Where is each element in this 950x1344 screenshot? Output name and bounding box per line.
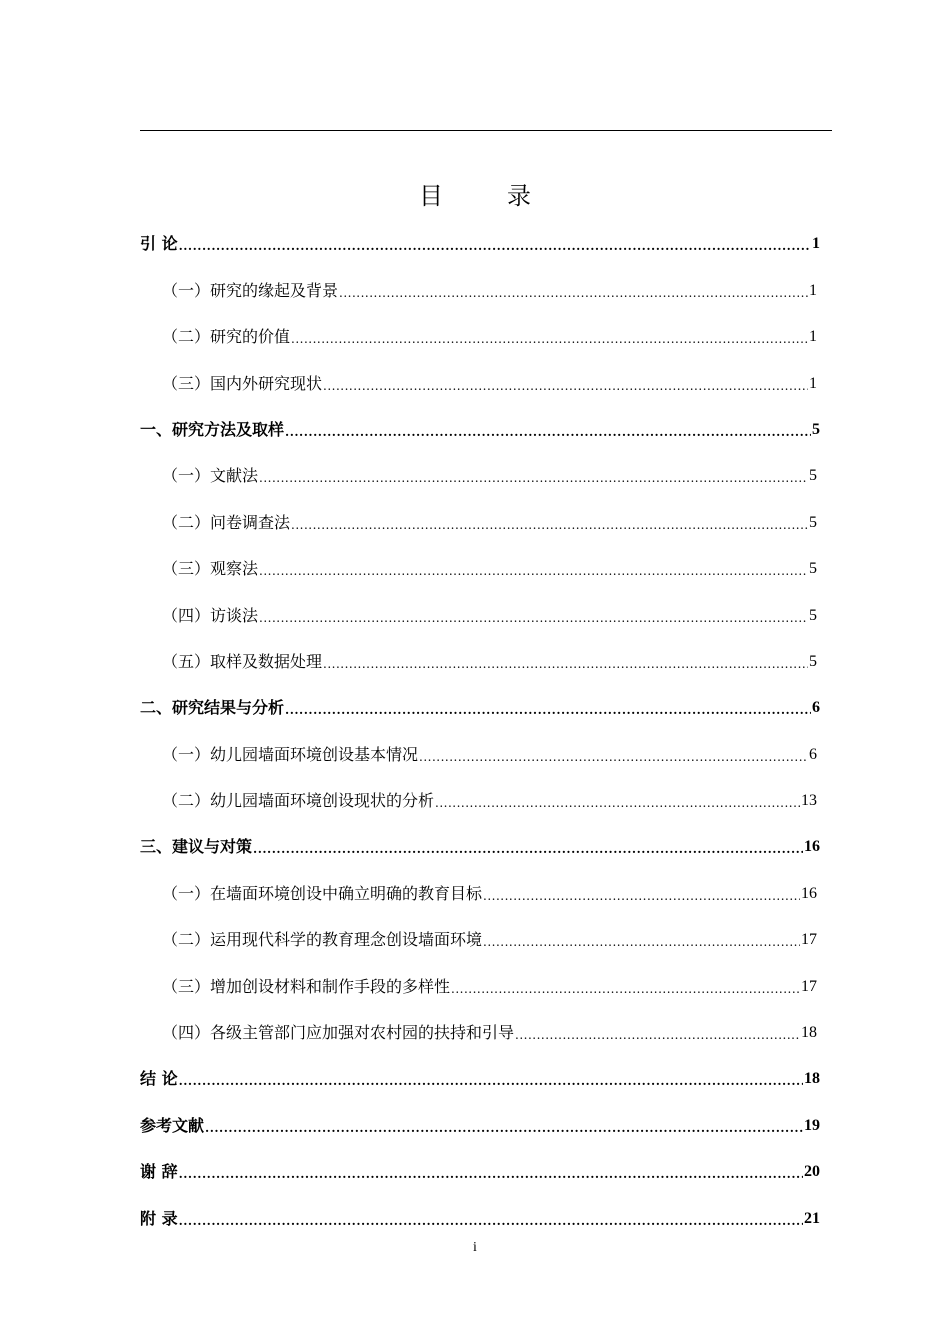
toc-entry-label: 一、研究方法及取样 [140,419,285,439]
toc-entry-section[interactable] [140,545,820,591]
toc-entry-label: （一）文献法 [162,466,259,486]
toc-dot-leader [435,796,800,810]
toc-entry-section[interactable] [140,266,820,312]
toc-dot-leader [179,1167,803,1181]
toc-entry-label: （二）问卷调查法 [162,512,291,532]
toc-entry-chapter[interactable] [140,684,820,730]
toc-entry-label: （二）研究的价值 [162,327,291,347]
toc-entry-page-number: 1 [812,235,820,253]
toc-entry-page-number: 18 [804,1070,820,1088]
toc-entry-chapter[interactable] [140,1194,820,1240]
toc-entry-section[interactable] [140,962,820,1008]
toc-dot-leader [339,286,808,300]
page-title: 目 录 [419,182,551,210]
toc-dot-leader [205,1121,803,1135]
toc-dot-leader [419,750,808,764]
toc-entry-label: 引 论 [140,234,178,254]
toc-entry-section[interactable] [140,777,820,823]
toc-dot-leader [323,657,808,671]
toc-entry-label: 参考文献 [140,1115,205,1135]
footer-page-number: i [473,1240,477,1255]
toc-entry-section[interactable] [140,452,820,498]
toc-dot-leader [253,842,803,856]
toc-entry-section[interactable] [140,591,820,637]
toc-entry-label: （三）增加创设材料和制作手段的多样性 [162,976,451,996]
toc-entry-section[interactable] [140,730,820,776]
toc-entry-page-number: 1 [809,281,817,299]
toc-entry-label: （一）幼儿园墙面环境创设基本情况 [162,744,419,764]
toc-dot-leader [179,1074,803,1088]
toc-dot-leader [259,564,808,578]
toc-entry-page-number: 16 [801,884,817,902]
toc-dot-leader [285,425,811,439]
toc-entry-page-number: 1 [809,374,817,392]
toc-dot-leader [291,518,808,532]
toc-dot-leader [483,935,800,949]
toc-dot-leader [451,982,800,996]
toc-dot-leader [179,1214,803,1228]
header-rule [140,130,832,131]
toc-entry-label: 二、研究结果与分析 [140,698,285,718]
toc-dot-leader [291,332,808,346]
toc-entry-label: （二）幼儿园墙面环境创设现状的分析 [162,791,435,811]
toc-entry-page-number: 5 [812,420,820,438]
toc-entry-label: （四）各级主管部门应加强对农村园的扶持和引导 [162,1023,515,1043]
toc-entry-page-number: 5 [809,560,817,578]
toc-entry-page-number: 5 [809,652,817,670]
toc-entry-page-number: 5 [809,606,817,624]
toc-entry-page-number: 16 [804,838,820,856]
toc-dot-leader [259,471,808,485]
toc-entry-page-number: 6 [812,699,820,717]
toc-entry-label: （四）访谈法 [162,605,259,625]
table-of-contents [140,220,820,1241]
toc-entry-label: 附 录 [140,1208,178,1228]
toc-entry-chapter[interactable] [140,406,820,452]
toc-entry-chapter[interactable] [140,1101,820,1147]
toc-entry-label: （一）在墙面环境创设中确立明确的教育目标 [162,883,483,903]
toc-entry-section[interactable] [140,638,820,684]
toc-entry-label: 三、建议与对策 [140,837,253,857]
toc-dot-leader [515,1028,800,1042]
toc-entry-section[interactable] [140,359,820,405]
toc-dot-leader [179,239,811,253]
toc-entry-page-number: 1 [809,328,817,346]
toc-entry-page-number: 21 [804,1209,820,1227]
toc-entry-section[interactable] [140,498,820,544]
toc-entry-page-number: 19 [804,1116,820,1134]
toc-entry-page-number: 5 [809,467,817,485]
toc-dot-leader [259,611,808,625]
toc-entry-label: （五）取样及数据处理 [162,651,323,671]
toc-entry-page-number: 20 [804,1163,820,1181]
toc-entry-section[interactable] [140,1009,820,1055]
toc-entry-label: （二）运用现代科学的教育理念创设墙面环境 [162,930,483,950]
toc-entry-page-number: 17 [801,931,817,949]
toc-dot-leader [483,889,800,903]
toc-entry-page-number: 6 [809,745,817,763]
toc-entry-section[interactable] [140,313,820,359]
toc-entry-section[interactable] [140,869,820,915]
toc-entry-chapter[interactable] [140,823,820,869]
toc-entry-chapter[interactable] [140,220,820,266]
toc-entry-section[interactable] [140,916,820,962]
toc-entry-label: （三）国内外研究现状 [162,373,323,393]
toc-entry-label: 结 论 [140,1069,178,1089]
toc-entry-label: 谢 辞 [140,1162,178,1182]
toc-entry-page-number: 13 [801,792,817,810]
toc-entry-page-number: 18 [801,1024,817,1042]
toc-entry-chapter[interactable] [140,1148,820,1194]
toc-dot-leader [285,703,811,717]
toc-entry-label: （三）观察法 [162,559,259,579]
toc-dot-leader [323,379,808,393]
toc-entry-chapter[interactable] [140,1055,820,1101]
toc-entry-page-number: 17 [801,977,817,995]
toc-entry-page-number: 5 [809,513,817,531]
toc-entry-label: （一）研究的缘起及背景 [162,280,339,300]
